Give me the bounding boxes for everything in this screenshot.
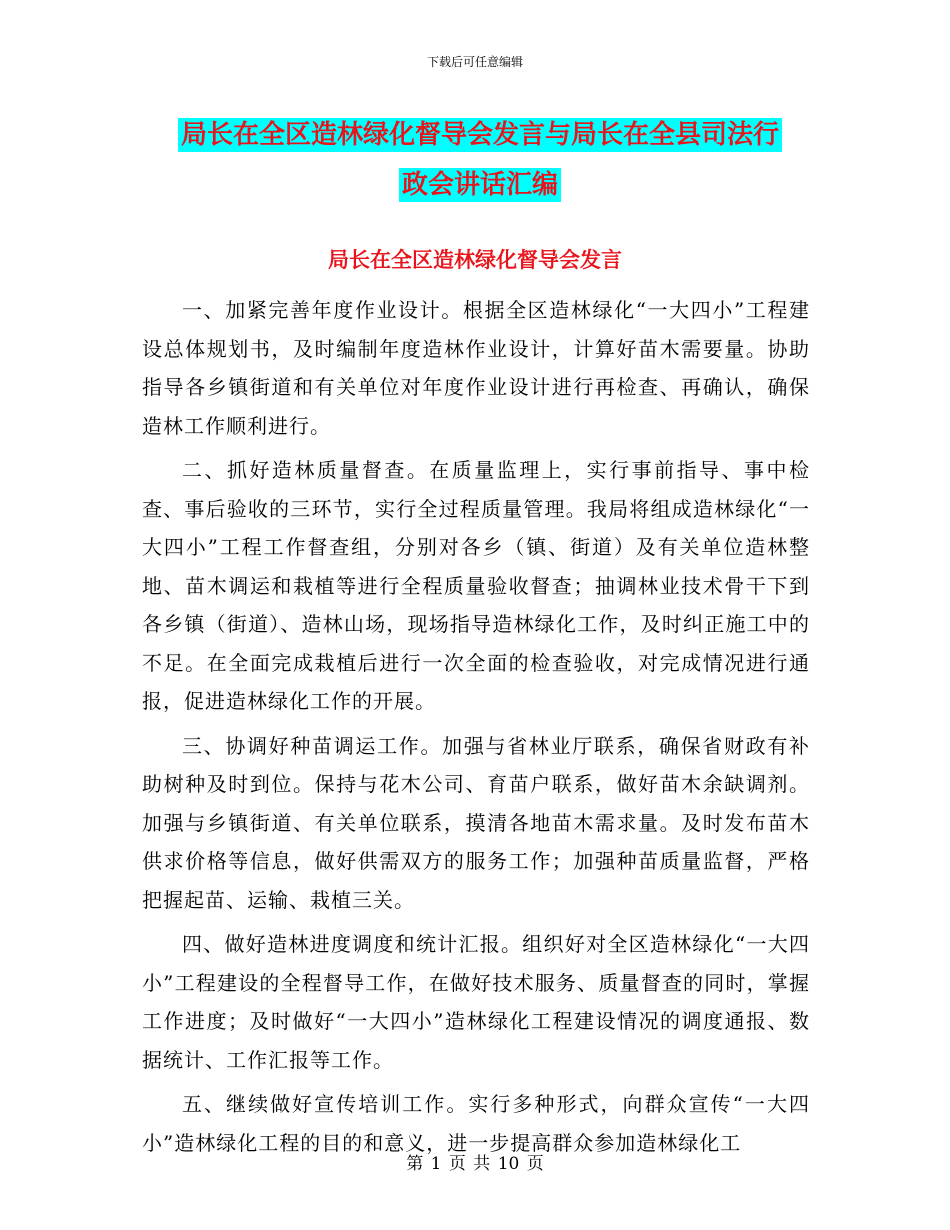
document-title-line-2: 政会讲话汇编 bbox=[399, 168, 561, 202]
paragraph-2: 二、抓好造林质量督查。在质量监理上，实行事前指导、事中检查、事后验收的三环节，实行全过程质量管理。我局将组成造林绿化“一大四小”工程工作督查组，分别对各乡（镇、街道）及有关单位造林整地、苗木调运和栽植等进行全程质量验收督查；抽调林业技术骨干下到各乡镇（街道）、造林山场，现场指导造林绿化工作，及时纠正施工中的不足。在全面完成栽植后进行一次全面的检查验收，对完成情况进行通报，促进造林绿化工作的开展。 bbox=[142, 458, 810, 713]
page-header-note: 下载后可任意编辑 bbox=[426, 55, 523, 69]
document-title-line-1: 局长在全区造林绿化督导会发言与局长在全县司法行 bbox=[178, 118, 782, 152]
paragraph-1: 一、加紧完善年度作业设计。根据全区造林绿化“一大四小”工程建设总体规划书，及时编制年度造林作业设计，计算好苗木需要量。协助指导各乡镇街道和有关单位对年度作业设计进行再检查、再确认，确保造林工作顺利进行。 bbox=[142, 298, 810, 438]
document-body bbox=[142, 291, 810, 1168]
paragraph-5: 五、继续做好宣传培训工作。实行多种形式，向群众宣传“一大四小”造林绿化工程的目的和意义，进一步提高群众参加造林绿化工 bbox=[142, 1092, 810, 1155]
page-number-footer: 第 1 页 共 10 页 bbox=[406, 1154, 544, 1174]
paragraph-3: 三、协调好种苗调运工作。加强与省林业厅联系，确保省财政有补助树种及时到位。保持与花木公司、育苗户联系，做好苗木余缺调剂。加强与乡镇街道、有关单位联系，摸清各地苗木需求量。及时发布苗木供求价格等信息，做好供需双方的服务工作；加强种苗质量监督，严格把握起苗、运输、栽植三关。 bbox=[142, 733, 810, 912]
document-title bbox=[140, 110, 820, 210]
section-title: 局长在全区造林绿化督导会发言 bbox=[328, 248, 622, 272]
paragraph-4: 四、做好造林进度调度和统计汇报。组织好对全区造林绿化“一大四小”工程建设的全程督导工作，在做好技术服务、质量督查的同时，掌握工作进度；及时做好“一大四小”造林绿化工程建设情况的调度通报、数据统计、工作汇报等工作。 bbox=[142, 932, 810, 1072]
